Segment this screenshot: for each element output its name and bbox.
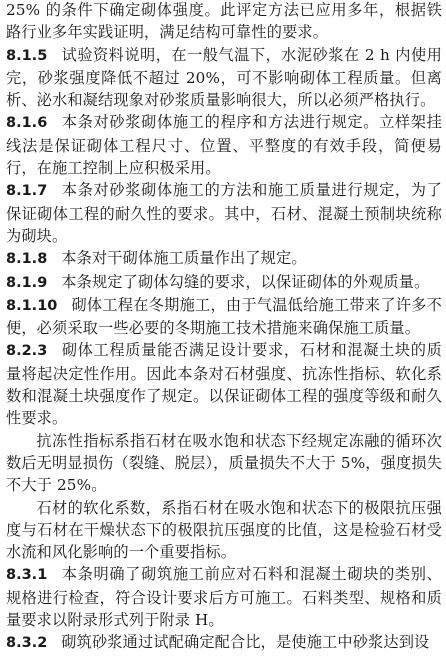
paragraph-text: 砌体工程在冬期施工，由于气温低给施工带来了许多不便，必须采取一些必要的冬期施工技术措施来确保施工质量。	[6, 295, 442, 338]
clause-number: 8.1.10	[6, 297, 58, 314]
paragraph-text: 25% 的条件下确定砌体强度。此评定方法已应用多年，根据铁路行业多年实践证明，满足结构可靠性的要求。	[6, 1, 442, 42]
body-paragraph	[6, 497, 442, 564]
document-body	[6, 0, 442, 655]
clause-number: 8.1.9	[6, 274, 48, 291]
clause-number: 8.1.8	[6, 251, 48, 268]
clause-paragraph	[6, 271, 442, 294]
paragraph-text: 砌筑砂浆通过试配确定配合比，是使施工中砂浆达到设	[61, 633, 430, 652]
clause-number: 8.3.2	[6, 635, 48, 652]
paragraph-text: 抗冻性指标系指石材在吸水饱和状态下经规定冻融的循环次数后无明显损伤（裂缝、脱层），质量损失不大于 5%，强度损失不大于 25%。	[6, 431, 442, 495]
paragraph-text: 本条规定了砌体勾缝的要求，以保证砌体的外观质量。	[61, 272, 430, 291]
paragraph-text: 砌体工程质量能否满足设计要求，石材和混凝土块的质量将起决定性作用。因此本条对石材强度、抗冻性指标、软化系数和混凝土块强度作了规定。以保证砌体工程的强度等级和耐久性要求。	[6, 341, 442, 428]
body-paragraph	[6, 430, 442, 497]
paragraph-text: 试验资料说明，在一般气温下，水泥砂浆在 2 h 内使用完，砂浆强度降低不超过 20%，可不影响砌体工程质量。但离析、泌水和凝结现象对砂浆质量影响很大，所以必须严格执行。	[6, 45, 442, 110]
paragraph-text: 本条明确了砌筑施工前应对石料和混凝土砌块的类别、规格进行检查，符合设计要求后方可施工。石料类型、规格和质量要求以附录形式列于附录 H。	[6, 565, 442, 630]
paragraph-text: 本条对干砌体施工质量作出了规定。	[61, 249, 307, 268]
paragraph-text: 本条对砂浆砌体施工的程序和方法进行规定。立样架挂线法是保证砌体工程尺寸、位置、平整度的有效手段，简便易行，在施工控制上应积极采用。	[6, 113, 442, 178]
clause-paragraph	[6, 44, 442, 112]
document-page	[6, 0, 442, 672]
clause-number: 8.2.3	[6, 343, 48, 360]
paragraph-text: 石材的软化系数，系指石材在吸水饱和状态下的极限抗压强度与石材在干燥状态下的极限抗压强度的比值，这是检验石材受水流和风化影响的一个重要指标。	[6, 498, 442, 562]
clause-paragraph	[6, 294, 442, 340]
clause-paragraph	[6, 339, 442, 429]
clause-paragraph	[6, 631, 442, 654]
clause-number: 8.1.7	[6, 183, 48, 200]
body-paragraph	[6, 0, 442, 44]
clause-paragraph	[6, 111, 442, 179]
clause-paragraph	[6, 247, 442, 270]
clause-number: 8.1.6	[6, 115, 48, 132]
paragraph-text: 本条对砂浆砌体施工的方法和施工质量进行规定，为了保证砌体工程的耐久性的要求。其中，石材、混凝土预制块统称为砌块。	[6, 181, 442, 245]
clause-number: 8.1.5	[6, 47, 48, 64]
clause-paragraph	[6, 179, 442, 247]
clause-paragraph	[6, 563, 442, 631]
clause-number: 8.3.1	[6, 567, 48, 584]
